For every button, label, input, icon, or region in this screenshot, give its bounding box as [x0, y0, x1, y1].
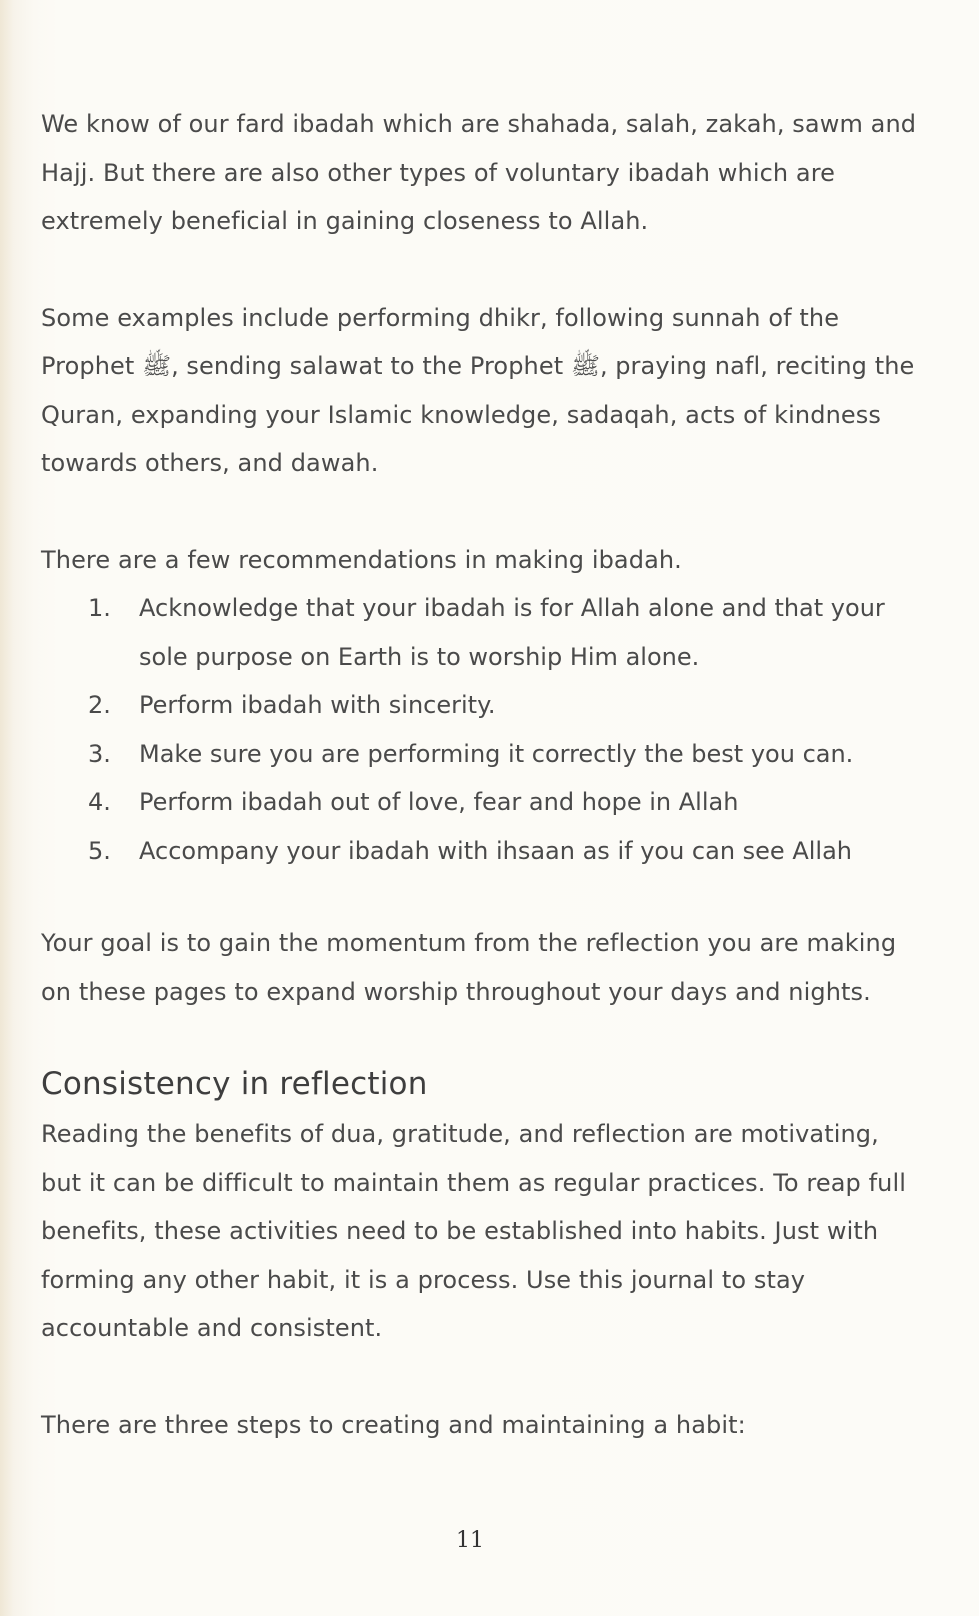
list-item-number: 5. [88, 836, 111, 865]
list-item-number: 4. [88, 788, 111, 816]
list-item-number: 3. [88, 739, 111, 768]
paragraph-steps-intro: There are three steps to creating and maintaining a habit: [41, 1410, 746, 1439]
paragraph-gap [41, 875, 921, 919]
list-item [41, 681, 921, 730]
page-number: 11 [456, 1528, 484, 1553]
list-item-text: Perform ibadah out of love, fear and hope in Allah [139, 788, 739, 816]
paragraph-gap [41, 488, 921, 536]
paragraph-recommendations-intro: There are a few recommendations in making ibadah. [41, 545, 682, 574]
recommendations-list [41, 584, 921, 875]
list-item [41, 778, 921, 827]
paragraph-gap [41, 246, 921, 294]
paragraph-consistency: Reading the benefits of dua, gratitude, and reflection are motivating, but it can be difficult to maintain them as regular practices. To reap full benefits, these activities need to be established into habits. Just with forming any other habit, it is a process. Use this journal to stay accountable and consistent. [41, 1120, 906, 1342]
paragraph-fard-ibadah: We know of our fard ibadah which are shahada, salah, zakah, sawm and Hajj. But there are also other types of voluntary ibadah which are extremely beneficial in gaining closeness to Allah. [41, 110, 917, 235]
list-item-text: Accompany your ibadah with ihsaan as if you can see Allah [139, 836, 852, 865]
list-item-text: Make sure you are performing it correctly the best you can. [139, 739, 854, 768]
paragraph-gap [41, 1016, 921, 1058]
section-heading: Consistency in reflection [41, 1066, 428, 1102]
list-item [41, 584, 921, 681]
list-item-text: Acknowledge that your ibadah is for Allah alone and that your sole purpose on Earth is to worship Him alone. [139, 594, 885, 671]
paragraph-goal: Your goal is to gain the momentum from the reflection you are making on these pages to expand worship throughout your days and nights. [41, 929, 897, 1006]
list-item-number: 1. [88, 594, 111, 622]
list-item-text: Perform ibadah with sincerity. [139, 691, 496, 719]
paragraph-examples: Some examples include performing dhikr, following sunnah of the Prophet ﷺ, sending salawat to the Prophet ﷺ, praying nafl, reciting the Quran, expanding your Islamic knowledge, sadaqah, acts of kindness towards others, and dawah. [41, 303, 915, 477]
list-item-number: 2. [88, 691, 111, 719]
list-item [41, 827, 921, 876]
list-item [41, 730, 921, 779]
paragraph-gap [41, 1353, 921, 1401]
page-content [41, 100, 921, 1449]
